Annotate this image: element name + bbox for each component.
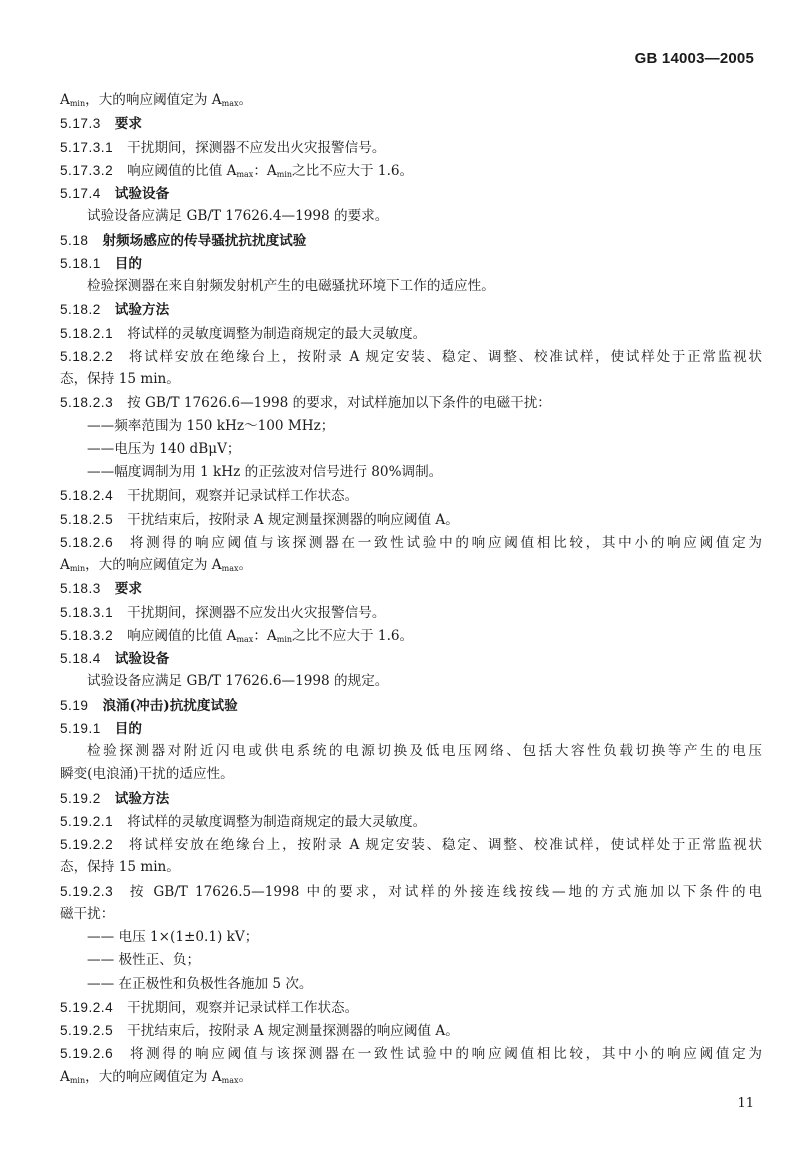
text-run: 干扰期间，探测器不应发出火灾报警信号。 — [127, 604, 386, 621]
paragraph-line — [60, 1019, 762, 1042]
page-number: 11 — [737, 1096, 754, 1111]
paragraph-line — [60, 1042, 762, 1065]
section-heading — [60, 182, 762, 205]
clause-number: 5.18.2.1 — [60, 325, 114, 341]
list-item — [60, 973, 762, 996]
clause-number: 5.19.2.3 — [60, 883, 114, 899]
clause-number: 5.17.3 — [60, 116, 101, 132]
paragraph-line — [60, 833, 762, 856]
subscript: min — [69, 99, 86, 108]
text-run: 态，保持 15 min。 — [60, 371, 180, 387]
subscript: max — [236, 634, 254, 644]
paragraph-line — [60, 810, 762, 833]
clause-number: 5.19.2.4 — [60, 999, 114, 1015]
clause-number: 5.18 — [60, 232, 89, 248]
text-run: ——频率范围为 150 kHz～100 MHz； — [87, 417, 335, 434]
text-run: 射频场感应的传导骚扰抗扰度试验 — [102, 232, 307, 249]
clause-number: 5.17.3.2 — [60, 162, 114, 178]
list-item — [60, 926, 762, 949]
clause-number: 5.19 — [60, 697, 89, 713]
paragraph-line — [60, 856, 762, 879]
text-run: 试验设备 — [114, 651, 170, 667]
text-run: 将测得的响应阈值与该探测器在一致性试验中的响应阈值相比较，其中小的响应阈值定为 — [127, 1046, 762, 1063]
text-run: 干扰结束后，按附录 A 规定测量探测器的响应阈值 A。 — [127, 511, 459, 528]
section-heading — [60, 112, 762, 135]
text-run: 响应阈值的比值 A — [127, 627, 237, 644]
text-run: 将试样的灵敏度调整为制造商规定的最大灵敏度。 — [127, 813, 427, 830]
subscript: max — [221, 99, 239, 108]
paragraph-line — [60, 136, 762, 159]
text-run: ，大的响应阈值定为 A — [85, 1068, 222, 1085]
text-run: A — [60, 557, 70, 573]
clause-number: 5.18.3 — [60, 581, 101, 597]
paragraph-line — [60, 531, 762, 554]
clause-number: 5.18.2.6 — [60, 534, 114, 550]
section-heading — [60, 298, 762, 321]
clause-number: 5.19.2.1 — [60, 813, 114, 829]
paragraph-line — [60, 996, 762, 1019]
text-run: 要求 — [114, 116, 142, 133]
paragraph-line — [60, 508, 762, 531]
text-run: 态，保持 15 min。 — [60, 859, 180, 876]
clause-number: 5.18.2.4 — [60, 488, 114, 504]
clause-number: 5.18.2 — [60, 302, 101, 318]
clause-number: 5.18.2.5 — [60, 511, 114, 527]
text-run: 瞬变(电浪涌)干扰的适应性。 — [60, 766, 234, 783]
section-heading — [60, 577, 762, 600]
paragraph-line — [60, 624, 762, 647]
text-run: 干扰期间，探测器不应发出火灾报警信号。 — [127, 139, 386, 156]
paragraph-line — [60, 205, 762, 228]
paragraph-line — [60, 89, 762, 112]
paragraph-line — [60, 670, 762, 693]
section-heading — [60, 229, 762, 252]
clause-number: 5.18.1 — [60, 255, 101, 271]
paragraph-line — [60, 391, 762, 414]
clause-number: 5.18.2.3 — [60, 395, 114, 411]
clause-number: 5.19.2 — [60, 790, 101, 806]
text-run: 。 — [238, 557, 253, 573]
clause-number: 5.19.1 — [60, 720, 101, 736]
text-run: 干扰结束后，按附录 A 规定测量探测器的响应阈值 A。 — [127, 1023, 459, 1039]
paragraph-line — [60, 554, 762, 577]
text-run: 试验方法 — [114, 302, 170, 319]
text-run: 试验设备应满足 GB/T 17626.4—1998 的要求。 — [87, 208, 389, 225]
text-run: ，大的响应阈值定为 A — [85, 557, 222, 573]
text-run: ——幅度调制为用 1 kHz 的正弦波对信号进行 80%调制。 — [87, 464, 443, 480]
text-run: A — [60, 92, 70, 108]
paragraph-line — [60, 880, 762, 903]
text-run: 。 — [238, 92, 253, 108]
paragraph-line — [60, 345, 762, 368]
section-heading — [60, 252, 762, 275]
paragraph-line — [60, 275, 762, 298]
paragraph-line — [60, 601, 762, 624]
text-run: 将测得的响应阈值与该探测器在一致性试验中的响应阈值相比较，其中小的响应阈值定为 — [127, 534, 762, 551]
text-run: ——电压为 140 dBμV； — [87, 440, 241, 457]
text-run: 将试样安放在绝缘台上，按附录 A 规定安装、稳定、调整、校准试样，使试样处于正常监视状 — [127, 348, 762, 365]
clause-number: 5.19.2.5 — [60, 1023, 114, 1038]
text-run: 目的 — [114, 720, 142, 737]
text-run: 干扰期间，观察并记录试样工作状态。 — [127, 488, 359, 505]
text-run: 试验方法 — [114, 790, 170, 807]
clause-number: 5.17.4 — [60, 186, 101, 201]
paragraph-line — [60, 763, 762, 786]
text-run: ，大的响应阈值定为 A — [85, 92, 222, 108]
subscript: min — [69, 564, 86, 573]
section-heading — [60, 694, 762, 717]
text-run: 按 GB/T 17626.6—1998 的要求，对试样施加以下条件的电磁干扰： — [127, 395, 551, 412]
text-run: 。 — [238, 1068, 253, 1085]
text-run: 之比不应大于 1.6。 — [292, 162, 414, 179]
subscript: max — [221, 1075, 239, 1085]
clause-number: 5.18.2.2 — [60, 348, 114, 364]
subscript: max — [236, 169, 254, 179]
text-run: 干扰期间，观察并记录试样工作状态。 — [127, 999, 359, 1016]
section-heading — [60, 717, 762, 740]
list-item — [60, 415, 762, 438]
text-run: 检验探测器对附近闪电或供电系统的电源切换及低电压网络、包括大容性负载切换等产生的电压 — [87, 743, 762, 759]
text-run: 试验设备应满足 GB/T 17626.6—1998 的规定。 — [87, 673, 389, 690]
text-run: A — [60, 1068, 70, 1085]
clause-number: 5.18.3.1 — [60, 604, 114, 620]
text-run: —— 在正极性和负极性各施加 5 次。 — [87, 975, 313, 992]
list-item — [60, 949, 762, 972]
text-run: —— 电压 1×(1±0.1) kV； — [87, 929, 259, 945]
text-run: 将试样的灵敏度调整为制造商规定的最大灵敏度。 — [127, 325, 427, 342]
text-run: 试验设备 — [114, 186, 170, 202]
paragraph-line — [60, 159, 762, 182]
paragraph-line — [60, 484, 762, 507]
paragraph-line — [60, 740, 762, 763]
subscript: min — [276, 634, 293, 644]
text-run: 浪涌(冲击)抗扰度试验 — [102, 697, 238, 714]
section-heading — [60, 787, 762, 810]
subscript: min — [69, 1075, 86, 1085]
text-run: 要求 — [114, 581, 142, 598]
section-heading — [60, 647, 762, 670]
text-run: 将试样安放在绝缘台上，按附录 A 规定安装、稳定、调整、校准试样，使试样处于正常监视状 — [127, 837, 762, 853]
text-run: 按 GB/T 17626.5—1998 中的要求，对试样的外接连线按线—地的方式施加以下条件的电 — [127, 883, 762, 900]
text-run: —— 极性正、负； — [87, 952, 201, 969]
clause-number: 5.19.2.2 — [60, 837, 114, 852]
paragraph-line — [60, 1066, 762, 1089]
clause-number: 5.17.3.1 — [60, 139, 114, 155]
paragraph-line — [60, 322, 762, 345]
paragraph-line — [60, 903, 762, 926]
text-run: 检验探测器在来自射频发射机产生的电磁骚扰环境下工作的适应性。 — [87, 278, 495, 294]
text-run: 响应阈值的比值 A — [127, 162, 237, 179]
clause-number: 5.18.4 — [60, 651, 101, 666]
paragraph-line — [60, 368, 762, 391]
text-run: 之比不应大于 1.6。 — [292, 627, 414, 644]
subscript: max — [221, 564, 239, 573]
list-item — [60, 438, 762, 461]
text-run: 目的 — [114, 255, 142, 272]
document-body — [60, 89, 762, 1089]
text-run: ：A — [253, 627, 277, 644]
list-item — [60, 461, 762, 484]
subscript: min — [276, 169, 293, 179]
clause-number: 5.19.2.6 — [60, 1046, 114, 1062]
clause-number: 5.18.3.2 — [60, 627, 114, 643]
text-run: ：A — [253, 162, 277, 179]
text-run: 磁干扰： — [60, 905, 115, 922]
document-standard-number: GB 14003—2005 — [634, 50, 754, 67]
